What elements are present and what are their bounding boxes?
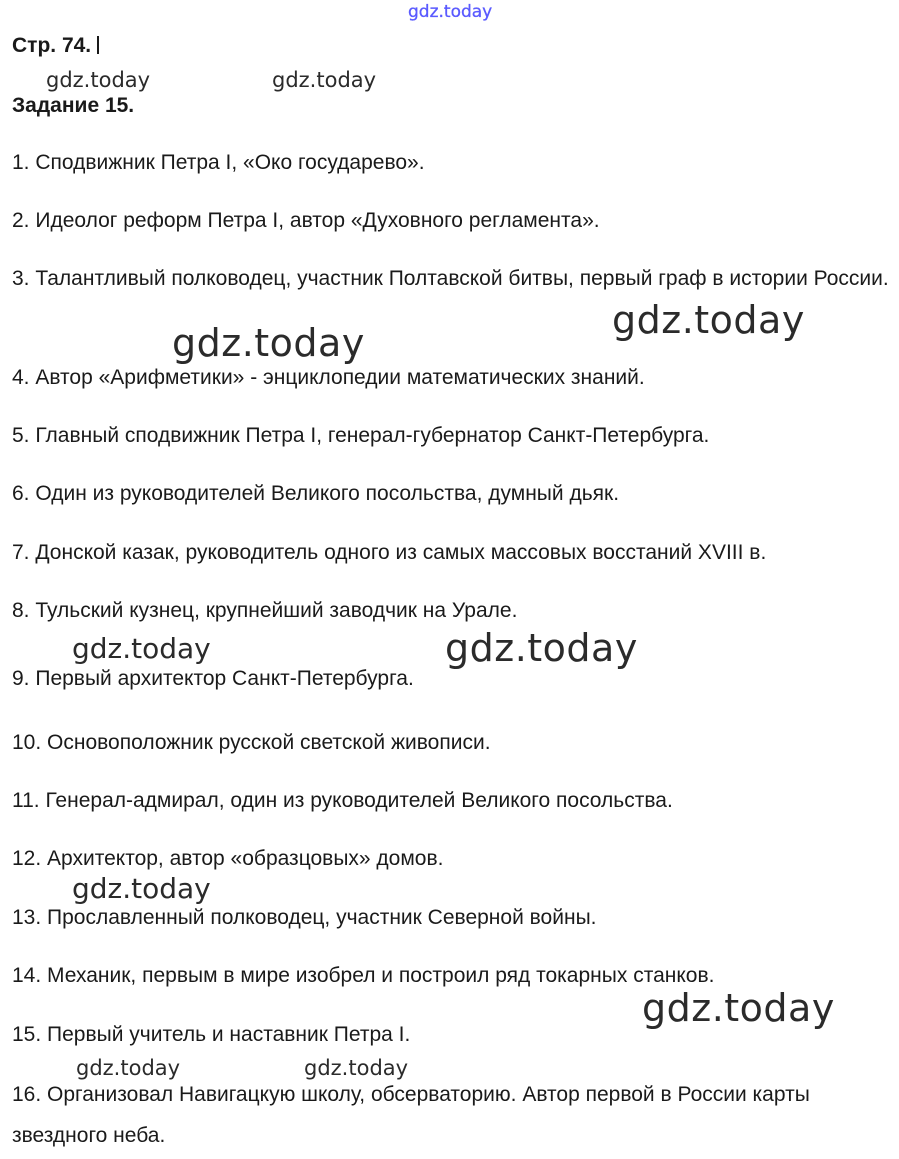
list-item: 2. Идеолог реформ Петра I, автор «Духовного регламента».	[12, 209, 600, 232]
list-item: 16. Организовал Навигацкую школу, обсерваторию. Автор первой в России карты звездного неба.	[12, 1083, 810, 1147]
watermark: gdz.today	[76, 1056, 181, 1080]
list-item: 13. Прославленный полководец, участник Северной войны.	[12, 906, 597, 929]
cropped-text-mark	[97, 36, 99, 54]
list-item: 9. Первый архитектор Санкт-Петербурга.	[12, 667, 414, 690]
list-item: 14. Механик, первым в мире изобрел и построил ряд токарных станков.	[12, 964, 715, 987]
watermark: gdz.today	[408, 2, 493, 22]
watermark: gdz.today	[272, 68, 377, 92]
watermark: gdz.today	[72, 632, 211, 665]
watermark: gdz.today	[172, 321, 365, 365]
list-item: 10. Основоположник русской светской живописи.	[12, 731, 491, 754]
list-item: 12. Архитектор, автор «образцовых» домов.	[12, 847, 444, 870]
list-item: 11. Генерал-адмирал, один из руководителей Великого посольства.	[12, 789, 673, 812]
watermark: gdz.today	[642, 986, 835, 1030]
list-item: 7. Донской казак, руководитель одного из самых массовых восстаний XVIII в.	[12, 541, 767, 564]
watermark: gdz.today	[46, 68, 151, 92]
watermark: gdz.today	[72, 872, 211, 905]
list-item: 8. Тульский кузнец, крупнейший заводчик на Урале.	[12, 599, 518, 622]
list-item: 6. Один из руководителей Великого посольства, думный дьяк.	[12, 482, 620, 505]
page-reference-text: Стр. 74.	[12, 34, 92, 57]
watermark: gdz.today	[612, 298, 805, 342]
watermark: gdz.today	[304, 1056, 409, 1080]
watermark: gdz.today	[445, 626, 638, 670]
task-title: Задание 15.	[12, 94, 135, 117]
list-item: 5. Главный сподвижник Петра I, генерал-губернатор Санкт-Петербурга.	[12, 424, 710, 447]
list-item: 1. Сподвижник Петра I, «Око государево».	[12, 151, 425, 174]
list-item: 3. Талантливый полководец, участник Полтавской битвы, первый граф в истории России.	[12, 267, 889, 290]
page-reference	[12, 34, 99, 58]
list-item: 15. Первый учитель и наставник Петра I.	[12, 1023, 411, 1046]
list-item: 4. Автор «Арифметики» - энциклопедии математических знаний.	[12, 366, 645, 389]
